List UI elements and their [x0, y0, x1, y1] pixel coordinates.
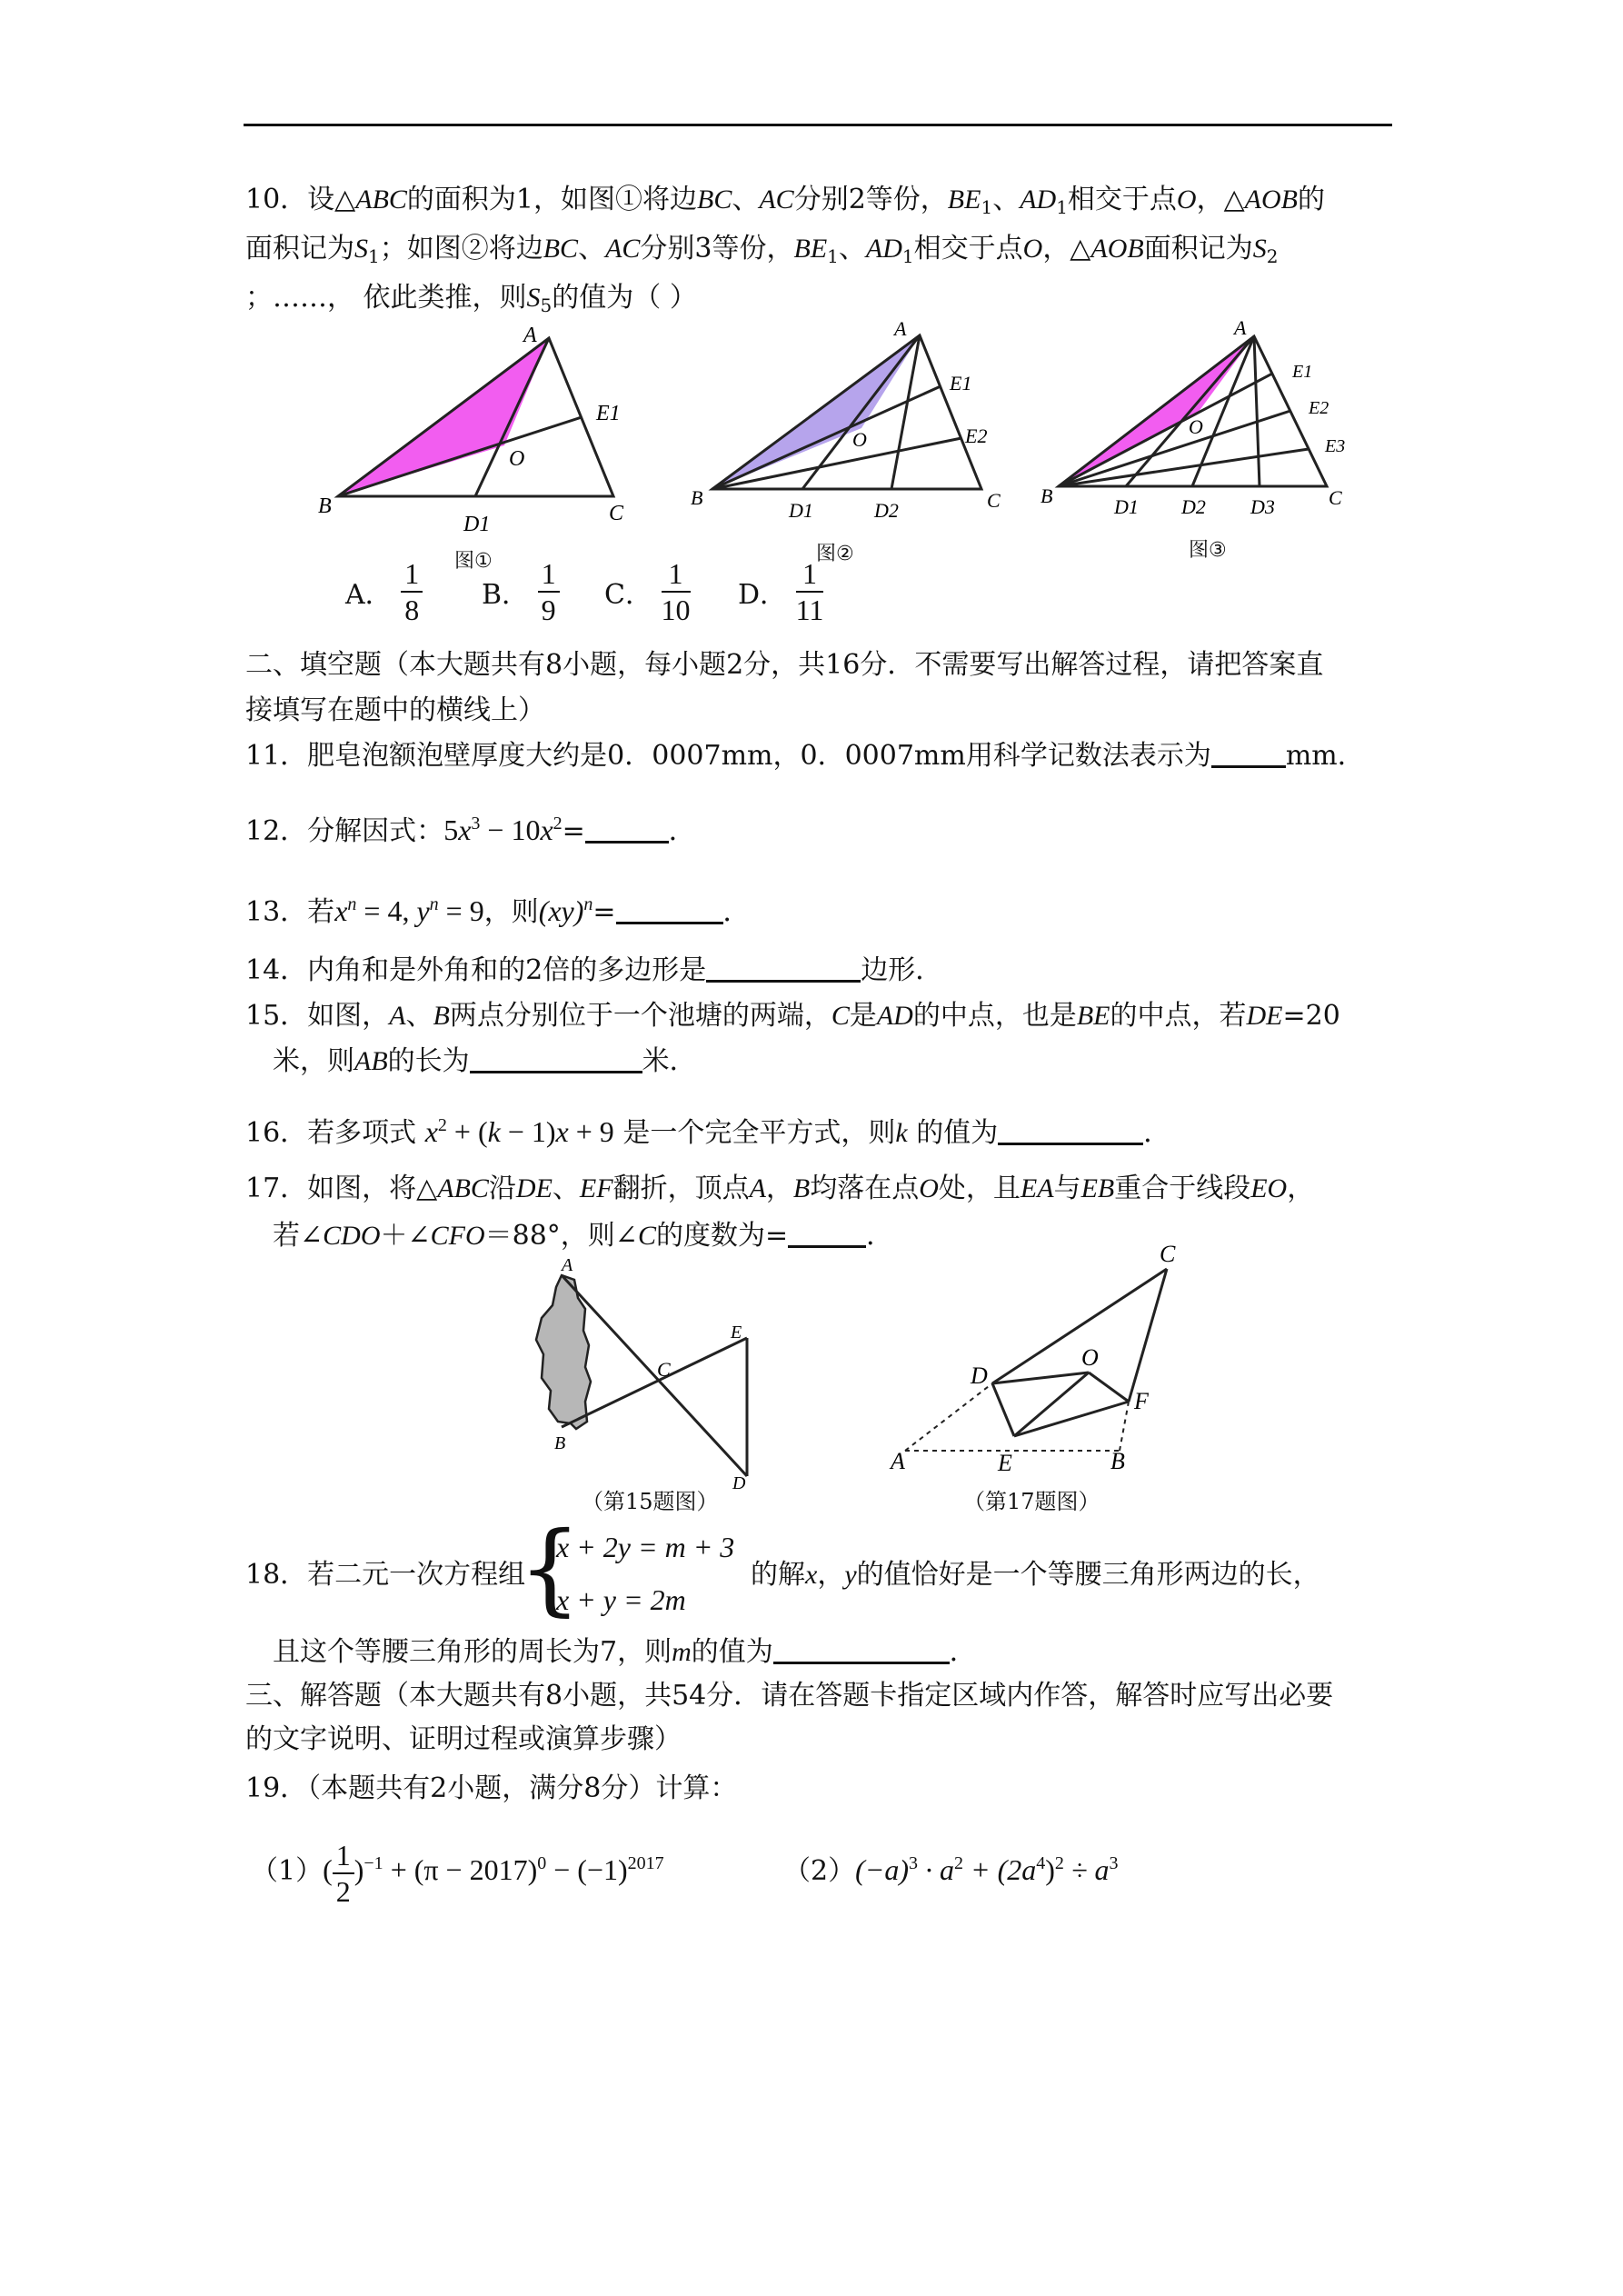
fig2-caption: 图②: [816, 543, 854, 565]
q17-answer-blank: [788, 1220, 866, 1248]
q16: 16．若多项式 $x^2 + (k - 1)x + 9$ 是一个完全平方式，则k 的值为 ．: [245, 1115, 1171, 1149]
fig2-label-a: A: [894, 317, 907, 340]
q12: 12．分解因式：$5x^3 - 10x^2=$ ．: [245, 814, 696, 847]
fig2-label-o: O: [852, 428, 867, 451]
fig3-label-e2: E2: [1309, 398, 1329, 418]
fig3-label-d2: D2: [1181, 495, 1206, 518]
q10-line2: 面积记为$S_1$；如图②将边BC、AC分别3等份，$BE_1$、$AD_1$相交于点O，△AOB面积记为$S_2$: [245, 233, 1279, 267]
q18-answer-blank: [773, 1636, 950, 1664]
q18-brace: {: [518, 1510, 582, 1626]
fig2-label-e2: E2: [965, 424, 988, 447]
q10-option-b: B． $\frac{1}{9}$: [482, 556, 560, 627]
fig3-label-o: O: [1189, 415, 1203, 438]
q17-label-b: B: [1110, 1448, 1125, 1474]
q13-answer-blank: [616, 896, 723, 924]
q11: 11．肥皂泡额泡壁厚度大约是0．0007mm，0．0007mm用科学记数法表示为 mm．: [245, 740, 1365, 772]
fig2-label-d1: D1: [789, 499, 813, 522]
q17-label-d: D: [971, 1363, 988, 1389]
fig1-label-b: B: [318, 494, 332, 518]
section3-heading-line1: 三、解答题（本大题共有8小题，共54分．请在答题卡指定区域内作答，解答时应写出必要: [245, 1680, 1334, 1712]
q15-figure: [509, 1254, 772, 1491]
fig1-label-a: A: [523, 324, 537, 347]
q16-answer-blank: [998, 1117, 1143, 1145]
fig1-label-c: C: [609, 502, 624, 525]
q15-label-d: D: [732, 1473, 746, 1491]
section3-heading-line2: 的文字说明、证明过程或演算步骤）: [245, 1723, 682, 1755]
q18-prefix: 18．若二元一次方程组: [245, 1559, 526, 1591]
q10-option-a: A． $\frac{1}{8}$: [345, 556, 423, 627]
q10-figure-1: [309, 318, 654, 554]
q18-equation-2: x + y = 2m: [556, 1583, 686, 1616]
q17-label-c: C: [1160, 1241, 1176, 1267]
section2-heading-line1: 二、填空题（本大题共有8小题，每小题2分，共16分．不需要写出解答过程，请把答案直: [245, 649, 1324, 681]
q15-label-a: A: [562, 1255, 573, 1275]
q12-answer-blank: [585, 815, 669, 844]
q10-option-c: C． $\frac{1}{10}$: [604, 557, 691, 626]
fig1-label-d1: D1: [463, 513, 491, 536]
q18-equation-1: x + 2y = m + 3: [556, 1531, 735, 1563]
header-rule: [244, 124, 1392, 126]
fig3-label-a: A: [1234, 316, 1247, 339]
q17-figure-caption: （第17题图）: [963, 1489, 1100, 1514]
q17-label-a: A: [891, 1448, 905, 1474]
q18-line1-rest: 的解x，y的值恰好是一个等腰三角形两边的长，: [751, 1559, 1320, 1591]
q17-label-o: O: [1081, 1344, 1099, 1371]
q15-line2: 米，则AB的长为 米．: [273, 1045, 697, 1077]
q17-figure: [881, 1236, 1200, 1482]
q14: 14．内角和是外角和的2倍的多边形是 边形．: [245, 954, 943, 986]
q18-line2: 且这个等腰三角形的周长为7，则m的值为 ．: [273, 1636, 977, 1668]
q15-line1: 15．如图，A、B两点分别位于一个池塘的两端，C是AD的中点，也是BE的中点，若DE=20: [245, 1000, 1340, 1032]
fig2-label-b: B: [691, 486, 703, 509]
q19-part2: $(2)(-a)^3 \cdot a^2 + (2a^4)^2 \div a^3$: [783, 1853, 1119, 1887]
fig3-label-e3: E3: [1325, 436, 1346, 456]
q10-line3: ；……， 依此类推，则$S_5$的值为（ ）: [245, 282, 697, 316]
q19-part1: （1）( $\frac{1}{2}$ )$^{-1} + (\pi - 2017)^0 - (-1)^{2017}$: [251, 1838, 664, 1908]
q13: 13．若$x^n = 4$, $y^n = 9$，则(xy)$^n$= ．: [245, 894, 751, 928]
q10-figure-2: [682, 314, 1018, 545]
fig2-label-d2: D2: [874, 499, 899, 522]
q15-label-e: E: [731, 1323, 742, 1343]
fig3-label-c: C: [1329, 486, 1342, 509]
q10-figure-3: [1036, 314, 1372, 541]
q17-line1: 17．如图，将△ABC沿DE、EF翻折，顶点A，B均落在点O处，且EA与EB重合于线段EO，: [245, 1173, 1315, 1204]
q17-line2: 若∠CDO＋∠CFO＝88°，则∠C的度数为= ．: [273, 1220, 894, 1252]
fig2-label-c: C: [987, 489, 1001, 512]
q10-line1: 10．设△ABC的面积为1，如图①将边BC、AC分别2等份，$BE_1$、$AD_1$相交于点O，△AOB的: [245, 184, 1325, 218]
fig2-label-e1: E1: [950, 372, 972, 394]
fig1-label-o: O: [509, 447, 525, 471]
fig3-caption: 图③: [1189, 539, 1227, 562]
q15-label-b: B: [554, 1433, 566, 1453]
q19-heading: 19．（本题共有2小题，满分8分）计算：: [245, 1772, 738, 1804]
fig3-label-d1: D1: [1114, 495, 1139, 518]
fig3-label-d3: D3: [1250, 495, 1275, 518]
q17-label-e: E: [998, 1450, 1012, 1476]
fig3-label-b: B: [1041, 484, 1053, 507]
fig3-label-e1: E1: [1292, 362, 1313, 382]
section2-heading-line2: 接填写在题中的横线上）: [245, 694, 545, 726]
q11-answer-blank: [1211, 740, 1286, 768]
q15-answer-blank: [470, 1045, 642, 1073]
q15-label-c: C: [657, 1358, 671, 1381]
q14-answer-blank: [706, 954, 861, 983]
q15-figure-caption: （第15题图）: [582, 1489, 719, 1514]
fig1-caption: 图①: [454, 550, 493, 573]
fig1-label-e1: E1: [596, 402, 621, 425]
q17-label-f: F: [1134, 1388, 1149, 1414]
q10-option-d: D． $\frac{1}{11}$: [738, 557, 824, 626]
